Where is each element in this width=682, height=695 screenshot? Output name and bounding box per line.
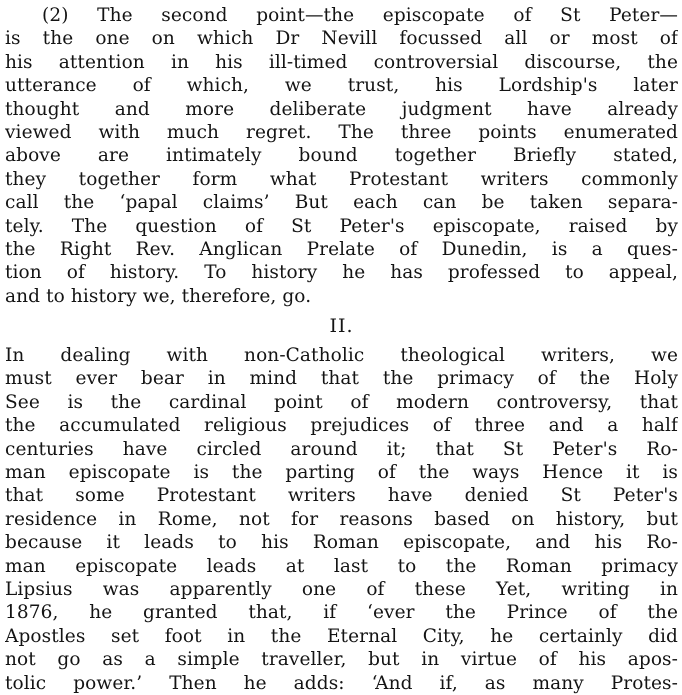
text-line: utterance of which, we trust, his Lordship's later bbox=[5, 75, 678, 97]
text-line: See is the cardinal point of modern controversy, that bbox=[5, 391, 678, 413]
text-line: because it leads to his Roman episcopate, and his Ro- bbox=[5, 532, 678, 554]
text-line: his attention in his ill-timed controversial discourse, the bbox=[5, 51, 678, 73]
text-line: residence in Rome, not for reasons based on history, but bbox=[5, 508, 678, 530]
text-line: centuries have circled around it; that St Peter's Ro- bbox=[5, 438, 678, 460]
text-line: not go as a simple traveller, but in virtue of his apos- bbox=[5, 649, 678, 671]
text-line: Lipsius was apparently one of these Yet, writing in bbox=[5, 578, 678, 600]
text-line: must ever bear in mind that the primacy of the Holy bbox=[5, 368, 678, 390]
text-line: tion of history. To history he has professed to appeal, bbox=[5, 262, 678, 284]
text-line: Apostles set foot in the Eternal City, he certainly did bbox=[5, 625, 678, 647]
text-line: man episcopate leads at last to the Roman primacy bbox=[5, 555, 678, 577]
text-line: they together form what Protestant writers commonly bbox=[5, 168, 678, 190]
text-line: thought and more deliberate judgment have already bbox=[5, 98, 678, 120]
text-line: viewed with much regret. The three points enumerated bbox=[5, 121, 678, 143]
text-line: (2) The second point—the episcopate of St Peter— bbox=[42, 5, 678, 26]
text-line: and to history we, therefore, go. bbox=[5, 285, 312, 307]
text-line: tolic power.’ Then he adds: ‘And if, as many Protes- bbox=[5, 672, 678, 694]
paragraph-non-catholic-writers bbox=[5, 344, 678, 695]
text-line: In dealing with non-Catholic theological writers, we bbox=[5, 345, 678, 367]
text-line: is the one on which Dr Nevill focussed all or most of bbox=[5, 28, 678, 50]
text-line: the Right Rev. Anglican Prelate of Dunedin, is a ques- bbox=[5, 238, 678, 260]
text-line: man episcopate is the parting of the ways Hence it is bbox=[5, 462, 678, 484]
text-line: above are intimately bound together Briefly stated, bbox=[5, 145, 678, 167]
paragraph-episcopate-point bbox=[5, 4, 678, 308]
text-line: the accumulated religious prejudices of three and a half bbox=[5, 415, 678, 437]
text-line: 1876, he granted that, if ‘ever the Prince of the bbox=[5, 602, 678, 624]
text-line: tely. The question of St Peter's episcopate, raised by bbox=[5, 215, 678, 237]
section-heading: II. bbox=[329, 315, 354, 338]
text-line: that some Protestant writers have denied St Peter's bbox=[5, 485, 678, 507]
text-line: call the ‘papal claims’ But each can be taken separa- bbox=[5, 192, 678, 214]
